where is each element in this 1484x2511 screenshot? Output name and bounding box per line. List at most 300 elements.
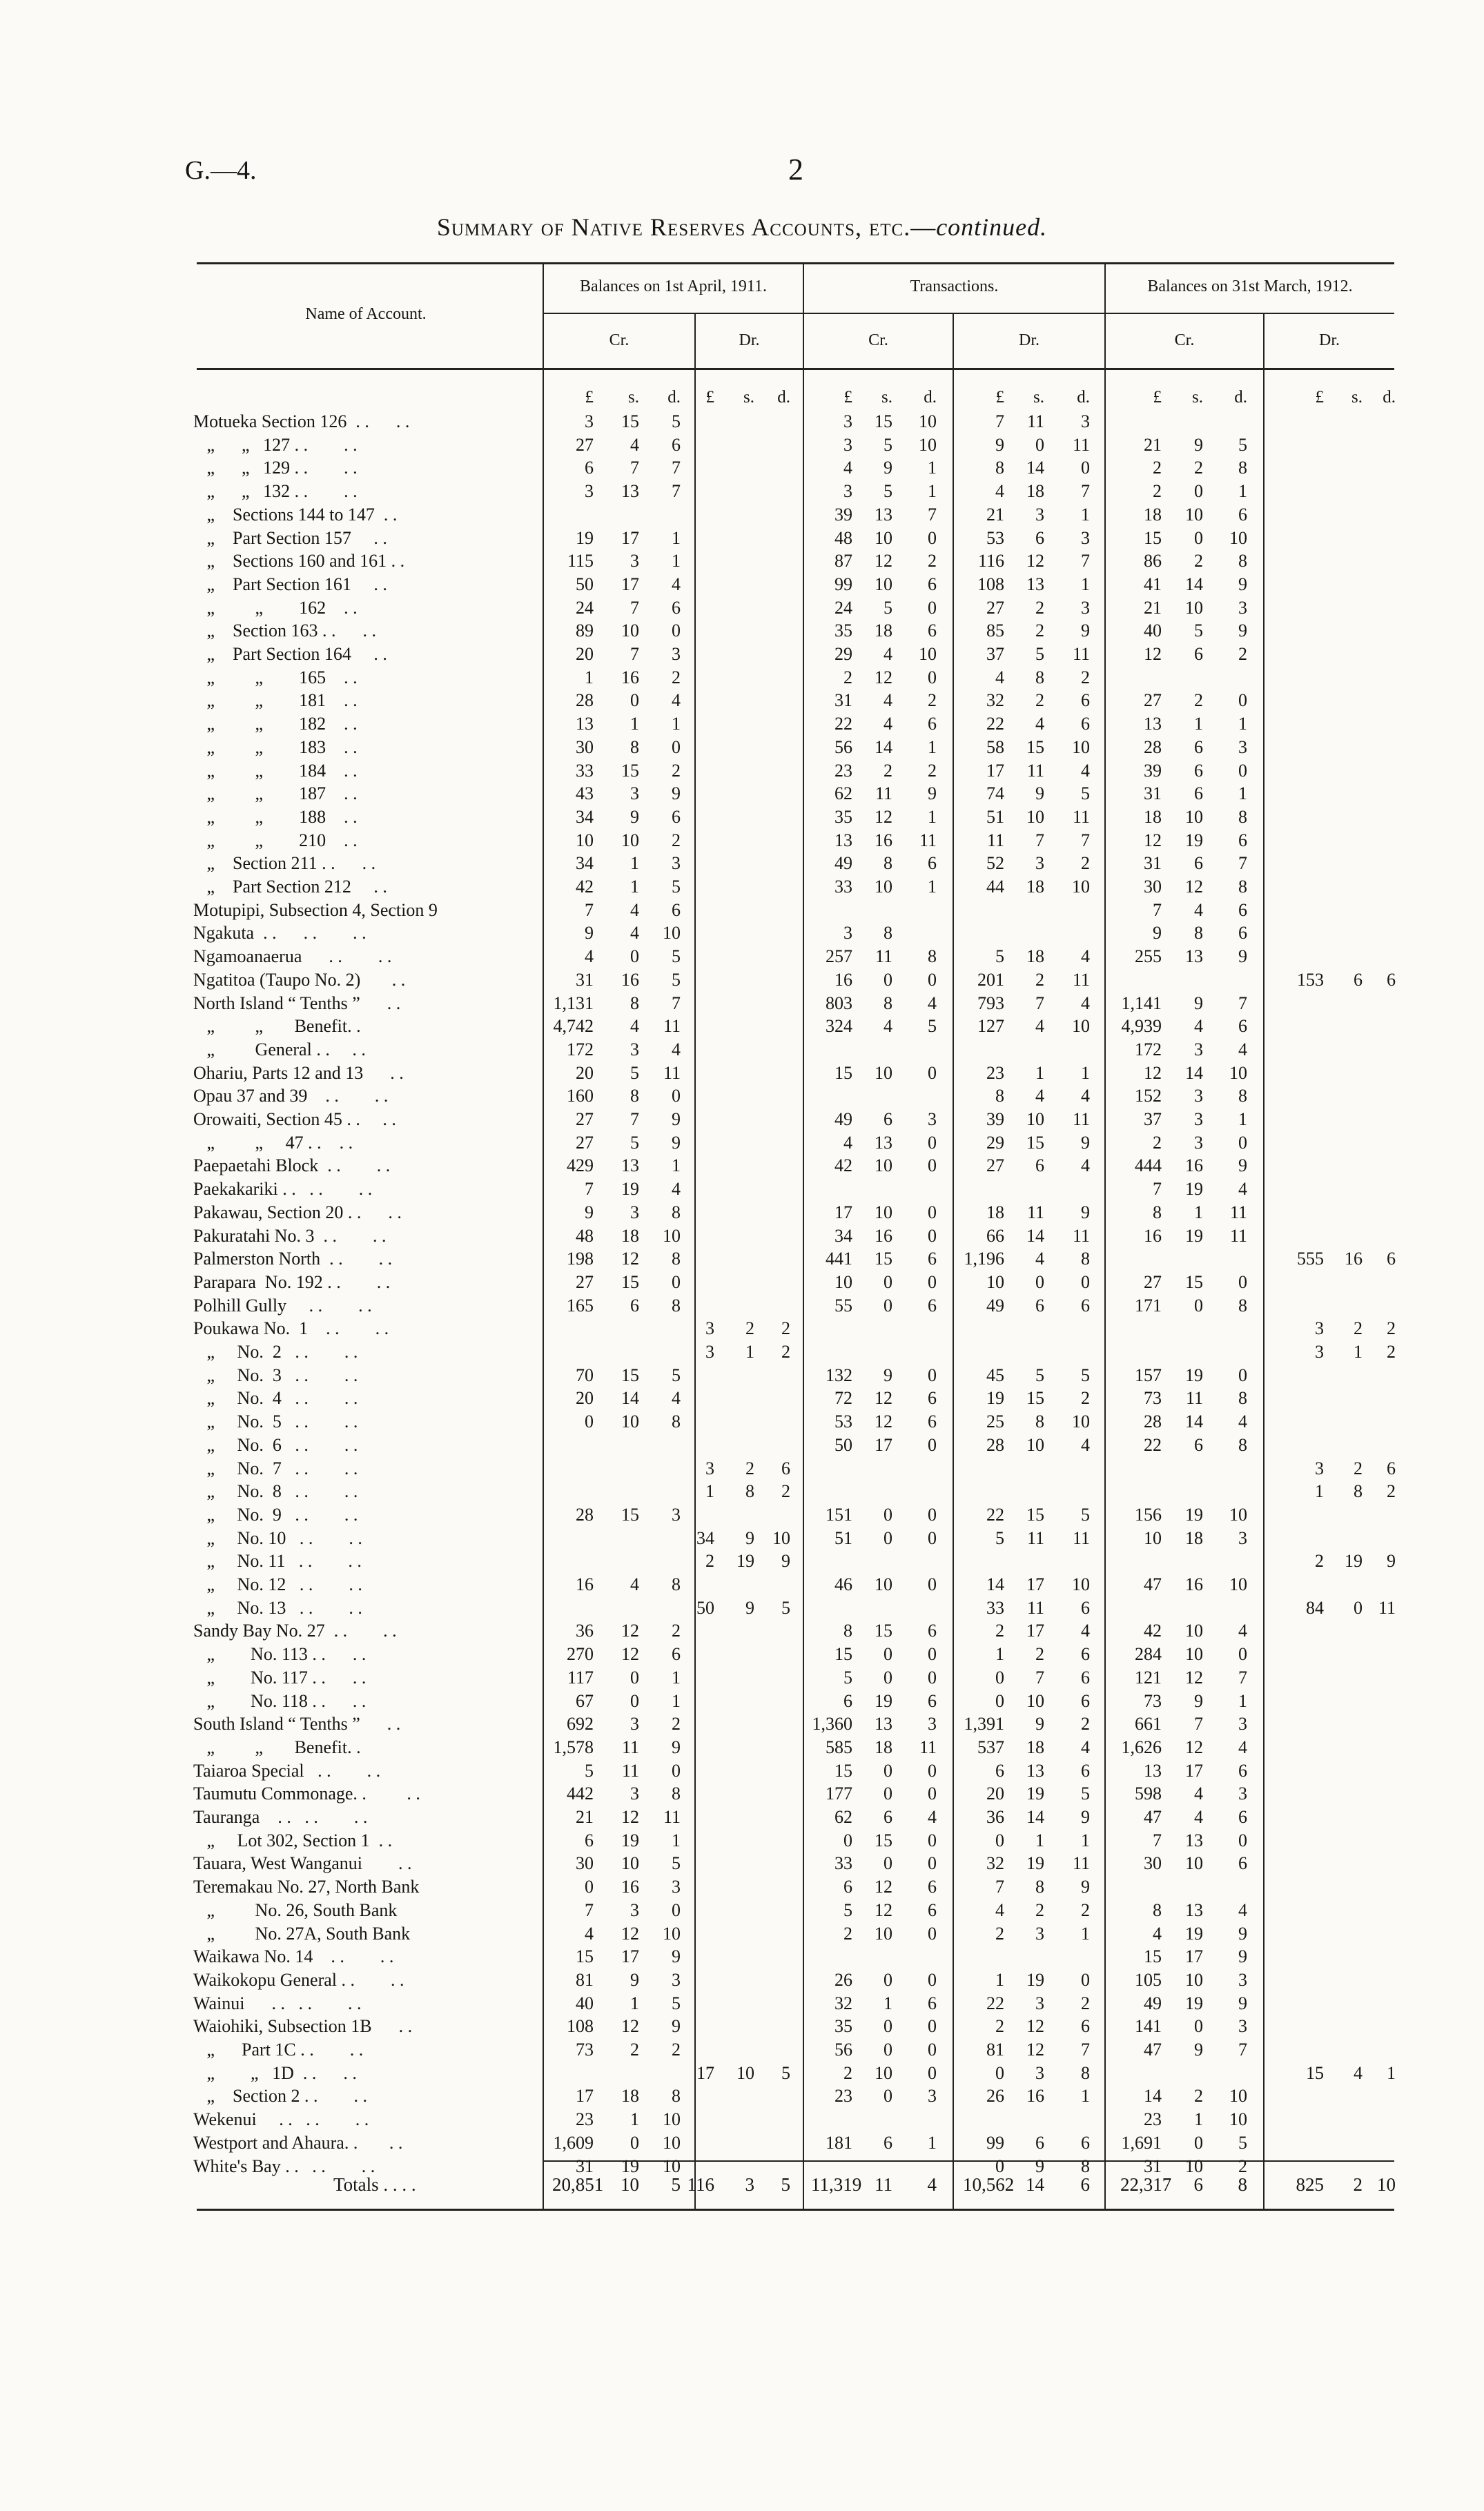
pence-cell: 3	[928, 2086, 937, 2107]
shillings-cell: 12	[621, 2016, 639, 2037]
pence-cell: 0	[928, 667, 937, 687]
pound-unit: £	[705, 388, 714, 407]
table-row	[193, 1109, 1394, 1132]
pounds-cell: 25	[986, 1411, 1004, 1432]
table-top-rule	[197, 262, 1394, 264]
pounds-cell: 0	[585, 1411, 594, 1432]
account-name: Polhill Gully . . . .	[193, 1295, 372, 1316]
pounds-cell: 50	[834, 1434, 852, 1455]
table-row	[193, 1970, 1394, 1993]
pence-cell: 11	[1072, 1109, 1090, 1129]
pounds-cell: 105	[1135, 1969, 1162, 1990]
shillings-cell: 1	[1035, 1062, 1044, 1083]
pence-cell: 5	[781, 2062, 790, 2083]
pounds-cell: 442	[567, 1784, 594, 1804]
table-row	[193, 435, 1394, 458]
shillings-cell: 10	[736, 2062, 754, 2083]
pence-cell: 1	[1238, 481, 1247, 502]
pounds-cell: 132	[826, 1365, 852, 1385]
shillings-cell: 2	[1035, 969, 1044, 990]
shillings-cell: 4	[630, 434, 639, 455]
shillings-cell: 6	[1035, 2132, 1044, 2153]
account-name: „ „ 47 . . . .	[193, 1132, 353, 1153]
table-row	[193, 1993, 1394, 2016]
shillings-cell: 17	[1185, 1760, 1203, 1781]
shillings-cell: 2	[1035, 621, 1044, 641]
shillings-cell: 10	[875, 1202, 892, 1222]
pounds-cell: 30	[576, 1853, 594, 1874]
pence-cell: 11	[1072, 969, 1090, 990]
pounds-cell: 24	[576, 597, 594, 618]
pounds-cell: 661	[1135, 1714, 1162, 1735]
shillings-cell: 1	[630, 2109, 639, 2130]
table-row	[193, 714, 1394, 736]
pence-cell: 1	[1081, 1062, 1090, 1083]
pence-cell: 8	[672, 1249, 681, 1269]
shillings-cell: 19	[736, 1551, 754, 1572]
pounds-cell: 1	[705, 1481, 714, 1502]
pounds-cell: 8	[995, 1086, 1004, 1106]
pounds-cell: 85	[986, 621, 1004, 641]
pence-unit: d.	[667, 388, 681, 407]
pounds-cell: 1,626	[1121, 1737, 1162, 1757]
pence-cell: 2	[672, 1714, 681, 1735]
shillings-cell: 2	[1035, 1899, 1044, 1920]
shillings-cell: 15	[1185, 1271, 1203, 1292]
account-name: „ Part Section 212 . .	[193, 877, 387, 897]
shillings-cell: 3	[630, 1039, 639, 1059]
pence-cell: 4	[1081, 1155, 1090, 1176]
pence-cell: 4	[1238, 1179, 1247, 1200]
pence-cell: 4	[1081, 946, 1090, 967]
table-row	[193, 1226, 1394, 1249]
shillings-cell: 12	[1185, 1667, 1203, 1688]
pence-cell: 11	[1378, 1597, 1396, 1618]
pounds-cell: 15	[576, 1946, 594, 1967]
shillings-cell: 13	[621, 481, 639, 502]
shillings-cell: 15	[1026, 1388, 1044, 1409]
table-row	[193, 1318, 1394, 1341]
pence-cell: 7	[1238, 853, 1247, 874]
pence-cell: 2	[928, 760, 937, 781]
shillings-cell: 0	[1194, 2016, 1203, 2037]
table-row	[193, 1528, 1394, 1551]
account-name: Westport and Ahaura. . . .	[193, 2132, 403, 2153]
pence-cell: 11	[1072, 1225, 1090, 1246]
account-name: Ngakuta . . . . . .	[193, 923, 367, 944]
pounds-cell: 30	[1144, 877, 1162, 897]
pence-cell: 6	[1080, 2174, 1090, 2195]
shillings-cell: 6	[1194, 644, 1203, 664]
pence-cell: 3	[928, 1714, 937, 1735]
pounds-cell: 84	[1306, 1597, 1324, 1618]
pence-cell: 9	[1081, 621, 1090, 641]
shillings-cell: 3	[1035, 504, 1044, 525]
pence-cell: 5	[671, 2174, 681, 2195]
pence-cell: 5	[672, 1853, 681, 1874]
pence-cell: 6	[781, 1458, 790, 1478]
table-row	[193, 505, 1394, 527]
pounds-cell: 6	[843, 1877, 852, 1897]
pence-cell: 9	[1238, 1155, 1247, 1176]
pounds-cell: 73	[1144, 1690, 1162, 1711]
pounds-cell: 9	[995, 434, 1004, 455]
pounds-cell: 7	[585, 899, 594, 920]
pence-cell: 0	[928, 2062, 937, 2083]
table-row	[193, 481, 1394, 504]
pounds-cell: 66	[986, 1225, 1004, 1246]
shillings-cell: 12	[875, 551, 892, 571]
pounds-cell: 6	[585, 1830, 594, 1850]
table-row	[193, 737, 1394, 760]
shillings-cell: 7	[630, 458, 639, 478]
shillings-cell: 10	[621, 1853, 639, 1874]
shillings-cell: 15	[1026, 1132, 1044, 1153]
shillings-cell: 0	[630, 1667, 639, 1688]
pence-cell: 8	[672, 1202, 681, 1222]
pence-cell: 0	[928, 1225, 937, 1246]
shillings-cell: 7	[630, 597, 639, 618]
shillings-cell: 3	[630, 1784, 639, 1804]
pounds-cell: 0	[843, 1830, 852, 1850]
pounds-cell: 3	[1315, 1342, 1324, 1362]
shilling-unit: s.	[1033, 388, 1044, 407]
pounds-cell: 4	[843, 458, 852, 478]
pounds-cell: 23	[834, 760, 852, 781]
pence-cell: 3	[1238, 1527, 1247, 1548]
shillings-cell: 14	[1026, 2174, 1044, 2195]
shillings-cell: 6	[1194, 853, 1203, 874]
pounds-cell: 181	[826, 2132, 852, 2153]
pence-cell: 5	[781, 1597, 790, 1618]
pounds-cell: 156	[1135, 1504, 1162, 1525]
shillings-cell: 6	[883, 2132, 892, 2153]
pence-cell: 3	[1238, 1969, 1247, 1990]
pence-cell: 10	[1072, 877, 1090, 897]
pence-cell: 6	[928, 1621, 937, 1641]
shillings-cell: 19	[1026, 1969, 1044, 1990]
shillings-cell: 2	[1035, 597, 1044, 618]
shillings-cell: 0	[630, 690, 639, 711]
table-row	[193, 1365, 1394, 1388]
pence-cell: 6	[928, 714, 937, 734]
shillings-cell: 14	[1026, 1807, 1044, 1827]
shillings-cell: 18	[875, 621, 892, 641]
pounds-cell: 3	[585, 411, 594, 431]
shillings-cell: 5	[1194, 621, 1203, 641]
pounds-cell: 153	[1297, 969, 1324, 990]
pounds-cell: 11,319	[811, 2174, 862, 2195]
pence-cell: 6	[928, 1899, 937, 1920]
shillings-cell: 11	[875, 946, 892, 967]
shillings-cell: 14	[1026, 1225, 1044, 1246]
pounds-cell: 73	[576, 2040, 594, 2060]
shillings-cell: 10	[621, 621, 639, 641]
shillings-cell: 10	[875, 877, 892, 897]
pence-cell: 0	[1238, 1132, 1247, 1153]
pounds-cell: 1,360	[812, 1714, 852, 1735]
shillings-cell: 4	[1035, 714, 1044, 734]
pounds-cell: 50	[576, 574, 594, 594]
shillings-cell: 13	[1185, 1830, 1203, 1850]
account-name: Ohariu, Parts 12 and 13 . .	[193, 1062, 404, 1083]
pounds-cell: 108	[567, 2016, 594, 2037]
shillings-cell: 8	[1354, 1481, 1363, 1502]
pounds-cell: 40	[1144, 621, 1162, 641]
pounds-cell: 17	[576, 2086, 594, 2107]
shillings-cell: 15	[875, 411, 892, 431]
shillings-cell: 11	[1026, 411, 1044, 431]
pence-cell: 10	[1229, 1062, 1247, 1083]
pence-cell: 0	[1238, 690, 1247, 711]
shillings-cell: 12	[875, 1899, 892, 1920]
pounds-cell: 55	[834, 1295, 852, 1316]
account-name: „ „ 183 . .	[193, 736, 358, 757]
pounds-cell: 27	[986, 597, 1004, 618]
pence-cell: 2	[1387, 1481, 1396, 1502]
pounds-cell: 157	[1135, 1365, 1162, 1385]
pence-cell: 9	[1238, 1993, 1247, 2013]
shillings-cell: 10	[1185, 2156, 1203, 2176]
shillings-cell: 8	[1194, 923, 1203, 944]
pence-cell: 11	[663, 1062, 681, 1083]
pounds-cell: 22	[1144, 1434, 1162, 1455]
pounds-cell: 31	[1144, 783, 1162, 804]
pounds-cell: 2	[1315, 1551, 1324, 1572]
shillings-cell: 19	[621, 1830, 639, 1850]
pounds-cell: 15	[834, 1062, 852, 1083]
pence-cell: 8	[672, 1411, 681, 1432]
shillings-cell: 12	[875, 1388, 892, 1409]
pounds-cell: 35	[834, 621, 852, 641]
shillings-cell: 0	[883, 1667, 892, 1688]
pounds-cell: 127	[977, 1016, 1004, 1037]
account-name: Teremakau No. 27, North Bank	[193, 1877, 420, 1897]
pounds-cell: 7	[585, 1179, 594, 1200]
shillings-cell: 2	[630, 2040, 639, 2060]
pounds-cell: 34	[834, 1225, 852, 1246]
shillings-cell: 3	[745, 2174, 754, 2195]
pounds-cell: 152	[1135, 1086, 1162, 1106]
pence-cell: 4	[1238, 1737, 1247, 1757]
pounds-cell: 1	[1315, 1481, 1324, 1502]
pounds-cell: 15	[834, 1644, 852, 1665]
dr-header: Dr.	[1319, 331, 1340, 349]
pounds-cell: 39	[1144, 760, 1162, 781]
shillings-cell: 6	[1194, 736, 1203, 757]
pounds-cell: 151	[826, 1504, 852, 1525]
pounds-cell: 12	[1144, 830, 1162, 850]
account-name: „ Lot 302, Section 1 . .	[193, 1830, 393, 1850]
shillings-cell: 4	[1035, 1016, 1044, 1037]
pence-cell: 3	[1238, 597, 1247, 618]
pence-cell: 10	[1377, 2174, 1396, 2195]
pence-cell: 0	[928, 527, 937, 548]
account-name: Waikokopu General . . . .	[193, 1969, 404, 1990]
pence-cell: 10	[1229, 2086, 1247, 2107]
pounds-cell: 1,691	[1121, 2132, 1162, 2153]
shillings-cell: 18	[1026, 946, 1044, 967]
pence-cell: 6	[928, 1388, 937, 1409]
account-name: Sandy Bay No. 27 . . . .	[193, 1621, 397, 1641]
pounds-cell: 2	[1153, 481, 1162, 502]
pounds-cell: 27	[576, 1271, 594, 1292]
pence-cell: 2	[1238, 2156, 1247, 2176]
pounds-cell: 86	[1144, 551, 1162, 571]
pence-cell: 4	[672, 1039, 681, 1059]
pounds-cell: 3	[1315, 1458, 1324, 1478]
account-name: Wainui . . . . . .	[193, 1993, 362, 2013]
pounds-cell: 17	[696, 2062, 714, 2083]
pounds-cell: 36	[986, 1807, 1004, 1827]
pence-cell: 10	[1229, 2109, 1247, 2130]
shillings-cell: 19	[621, 2156, 639, 2176]
shillings-cell: 4	[883, 1016, 892, 1037]
shillings-cell: 1	[883, 1993, 892, 2013]
table-row	[193, 1272, 1394, 1295]
pounds-cell: 9	[1153, 923, 1162, 944]
pounds-cell: 15	[1144, 527, 1162, 548]
pence-cell: 8	[672, 1784, 681, 1804]
account-name: „ No. 12 . . . .	[193, 1574, 362, 1594]
shillings-cell: 12	[1026, 551, 1044, 571]
shillings-cell: 19	[1185, 1993, 1203, 2013]
pounds-cell: 2	[995, 2016, 1004, 2037]
pounds-cell: 67	[576, 1690, 594, 1711]
shillings-cell: 4	[630, 923, 639, 944]
account-name: „ „ 1D . . . .	[193, 2062, 357, 2083]
pence-cell: 6	[672, 434, 681, 455]
table-row	[193, 1411, 1394, 1434]
table-row	[193, 690, 1394, 713]
pounds-cell: 8	[995, 458, 1004, 478]
pounds-cell: 51	[834, 1527, 852, 1548]
account-name: White's Bay . . . . . .	[193, 2156, 375, 2176]
table-row	[193, 528, 1394, 551]
pence-cell: 8	[928, 946, 937, 967]
pence-cell: 3	[1238, 1714, 1247, 1735]
pence-cell: 8	[1238, 551, 1247, 571]
shillings-cell: 9	[630, 806, 639, 827]
pence-cell: 10	[919, 644, 937, 664]
table-row	[193, 830, 1394, 853]
shillings-cell: 1	[630, 1993, 639, 2013]
pounds-cell: 87	[834, 551, 852, 571]
shillings-cell: 18	[875, 1737, 892, 1757]
pence-cell: 2	[672, 830, 681, 850]
pence-cell: 9	[672, 1946, 681, 1967]
account-name: „ „ 132 . . . .	[193, 481, 358, 502]
account-name: „ No. 6 . . . .	[193, 1434, 358, 1455]
shillings-cell: 14	[1185, 574, 1203, 594]
pence-cell: 9	[1238, 1946, 1247, 1967]
pounds-cell: 4	[1153, 1923, 1162, 1944]
account-name: Pakawau, Section 20 . . . .	[193, 1202, 402, 1222]
table-row	[193, 1737, 1394, 1760]
pence-cell: 7	[928, 504, 937, 525]
pence-cell: 0	[928, 2040, 937, 2060]
shillings-cell: 8	[1035, 1411, 1044, 1432]
shillings-cell: 0	[1194, 1295, 1203, 1316]
shillings-cell: 19	[1185, 1504, 1203, 1525]
pounds-cell: 33	[986, 1597, 1004, 1618]
account-name: „ „ 181 . .	[193, 690, 358, 711]
pence-cell: 4	[1238, 1411, 1247, 1432]
shillings-cell: 2	[1035, 690, 1044, 711]
pounds-cell: 6	[995, 1760, 1004, 1781]
pence-cell: 10	[1072, 1574, 1090, 1594]
pounds-cell: 4,742	[553, 1016, 594, 1037]
shillings-cell: 12	[621, 1621, 639, 1641]
table-title	[0, 213, 1484, 242]
pounds-cell: 49	[986, 1295, 1004, 1316]
shillings-cell: 5	[883, 434, 892, 455]
pounds-cell: 598	[1135, 1784, 1162, 1804]
pence-cell: 5	[1238, 2132, 1247, 2153]
pence-cell: 10	[919, 434, 937, 455]
pence-cell: 6	[1081, 1597, 1090, 1618]
pounds-cell: 18	[1144, 806, 1162, 827]
pence-cell: 9	[1238, 574, 1247, 594]
shillings-cell: 14	[621, 1388, 639, 1409]
shillings-cell: 19	[1026, 1853, 1044, 1874]
shillings-cell: 4	[1035, 1249, 1044, 1269]
pounds-cell: 793	[977, 993, 1004, 1013]
pence-cell: 4	[1081, 1737, 1090, 1757]
pence-cell: 8	[672, 2086, 681, 2107]
shillings-cell: 18	[1185, 1527, 1203, 1548]
pounds-cell: 0	[995, 1690, 1004, 1711]
shillings-cell: 6	[630, 1295, 639, 1316]
account-name: „ Part Section 161 . .	[193, 574, 387, 594]
table-row	[193, 1691, 1394, 1714]
account-name: „ „ 182 . .	[193, 714, 358, 734]
pound-unit: £	[1315, 388, 1324, 407]
pence-cell: 4	[928, 993, 937, 1013]
shillings-cell: 12	[1185, 877, 1203, 897]
table-title-continued: continued.	[936, 213, 1048, 241]
shillings-cell: 13	[875, 504, 892, 525]
pounds-cell: 2	[995, 1923, 1004, 1944]
pounds-cell: 89	[576, 621, 594, 641]
pounds-cell: 5	[995, 1527, 1004, 1548]
shillings-cell: 7	[1035, 830, 1044, 850]
pence-cell: 1	[672, 551, 681, 571]
pounds-cell: 172	[1135, 1039, 1162, 1059]
pence-cell: 1	[928, 481, 937, 502]
shillings-cell: 7	[1035, 993, 1044, 1013]
shillings-cell: 12	[1026, 2016, 1044, 2037]
shillings-cell: 10	[621, 830, 639, 850]
pounds-cell: 201	[977, 969, 1004, 990]
table-row	[193, 970, 1394, 993]
pence-unit: d.	[777, 388, 790, 407]
pence-cell: 0	[672, 1760, 681, 1781]
pounds-cell: 585	[826, 1737, 852, 1757]
pounds-cell: 34	[696, 1527, 714, 1548]
pence-cell: 8	[1238, 458, 1247, 478]
pence-cell: 11	[1229, 1202, 1247, 1222]
account-name: Orowaiti, Section 45 . . . .	[193, 1109, 396, 1129]
pence-cell: 6	[672, 806, 681, 827]
pence-cell: 5	[1238, 434, 1247, 455]
account-name: Pakuratahi No. 3 . . . .	[193, 1225, 387, 1246]
shillings-cell: 16	[621, 667, 639, 687]
pence-cell: 8	[672, 1574, 681, 1594]
header-bottom-rule	[197, 368, 1394, 370]
pence-cell: 0	[1081, 1271, 1090, 1292]
pence-cell: 3	[1081, 527, 1090, 548]
